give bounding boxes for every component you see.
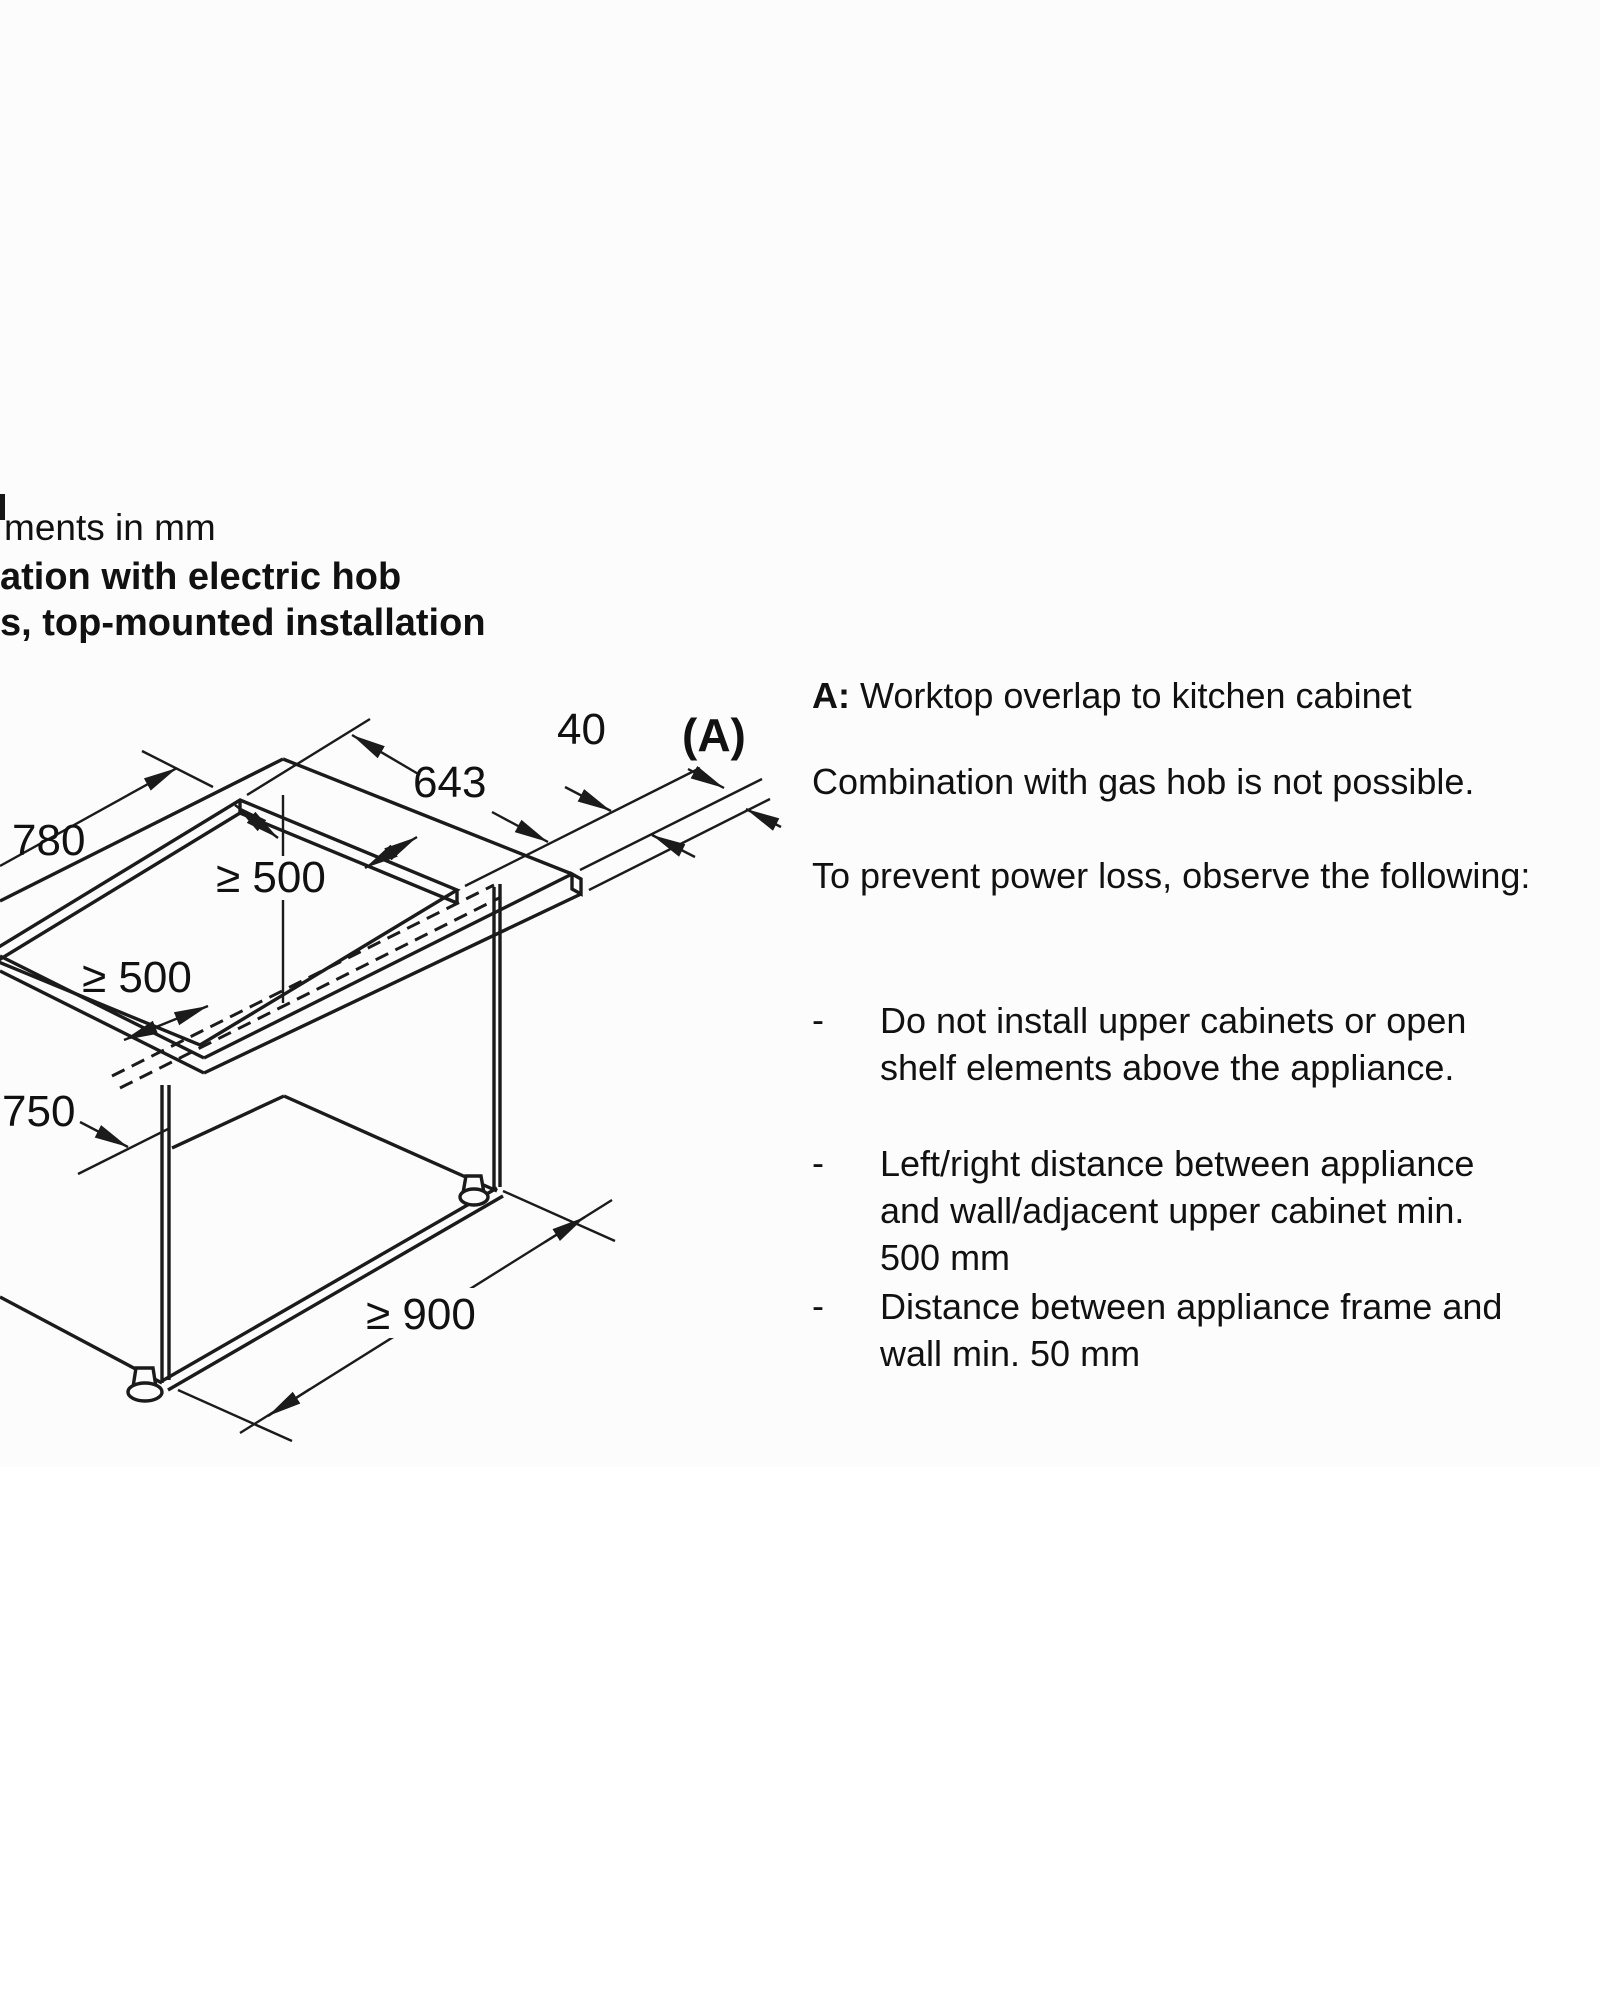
dim-750-arrow <box>80 1122 128 1147</box>
bullet-2-line-1: Left/right distance between appliance <box>880 1143 1475 1184</box>
bullet-3-line-2: wall min. 50 mm <box>880 1333 1141 1374</box>
heading-installation-type: s, top-mounted installation <box>0 602 486 644</box>
foot-base-right <box>460 1189 488 1205</box>
bullet-1-line-1: Do not install upper cabinets or open <box>880 1000 1467 1041</box>
cabinet-foot-left <box>128 1368 162 1401</box>
dim-900-left-arrow <box>268 1389 310 1416</box>
ext-40-right <box>580 779 762 870</box>
bullet-marker: - <box>812 1285 824 1326</box>
dim-643-left-arrow <box>352 735 420 775</box>
ext-750 <box>78 1128 170 1174</box>
dim-a-left-arrow <box>688 769 724 788</box>
foot-base-left <box>128 1383 162 1401</box>
note-gas-hob: Combination with gas hob is not possible. <box>812 761 1475 802</box>
note-a-text: Worktop overlap to kitchen cabinet <box>850 675 1412 716</box>
instructions-column <box>812 0 1600 1500</box>
label-40: 40 <box>557 705 606 754</box>
dim-40-left-arrow <box>565 787 611 811</box>
dim-40-right-arrow <box>652 835 695 857</box>
bullet-2-line-2: and wall/adjacent upper cabinet min. <box>880 1190 1465 1231</box>
label-780: 780 <box>12 816 86 865</box>
label-900: ≥ 900 <box>366 1290 476 1339</box>
ext-900-left <box>178 1390 292 1441</box>
dim-643-right-arrow <box>492 812 548 842</box>
cabinet-foot-right <box>460 1176 488 1205</box>
worktop-end-face <box>572 874 581 894</box>
label-500-left: ≥ 500 <box>82 953 192 1002</box>
bullet-2-line-3: 500 mm <box>880 1237 1011 1278</box>
dim-900-right-arrow <box>545 1217 585 1242</box>
label-500-back: ≥ 500 <box>216 853 326 902</box>
bullet-3-line-1: Distance between appliance frame and <box>880 1286 1503 1327</box>
worktop-bottom-right-edge <box>204 894 581 1073</box>
label-a: (A) <box>682 709 746 761</box>
cabinet-bottom-front-edge-outer <box>162 1188 497 1381</box>
cabinet-interior-back-floor-edge <box>172 1096 284 1148</box>
bullet-1-line-2: shelf elements above the appliance. <box>880 1047 1455 1088</box>
note-power-loss: To prevent power loss, observe the following: <box>812 855 1531 896</box>
note-a-label: A: <box>812 675 850 716</box>
bullet-marker: - <box>812 999 824 1040</box>
heading-combination: ation with electric hob <box>0 556 402 598</box>
dim-a-right-arrow <box>746 809 781 827</box>
dim-clearance-back-arrow <box>235 805 278 838</box>
heading-measurements: ments in mm <box>4 507 216 548</box>
label-643: 643 <box>413 758 487 807</box>
ext-643-left <box>247 719 370 795</box>
bullet-marker: - <box>812 1142 824 1183</box>
label-750: 750 <box>2 1087 76 1136</box>
note-worktop-overlap <box>812 674 1412 718</box>
ext-overlap-a <box>589 799 770 890</box>
